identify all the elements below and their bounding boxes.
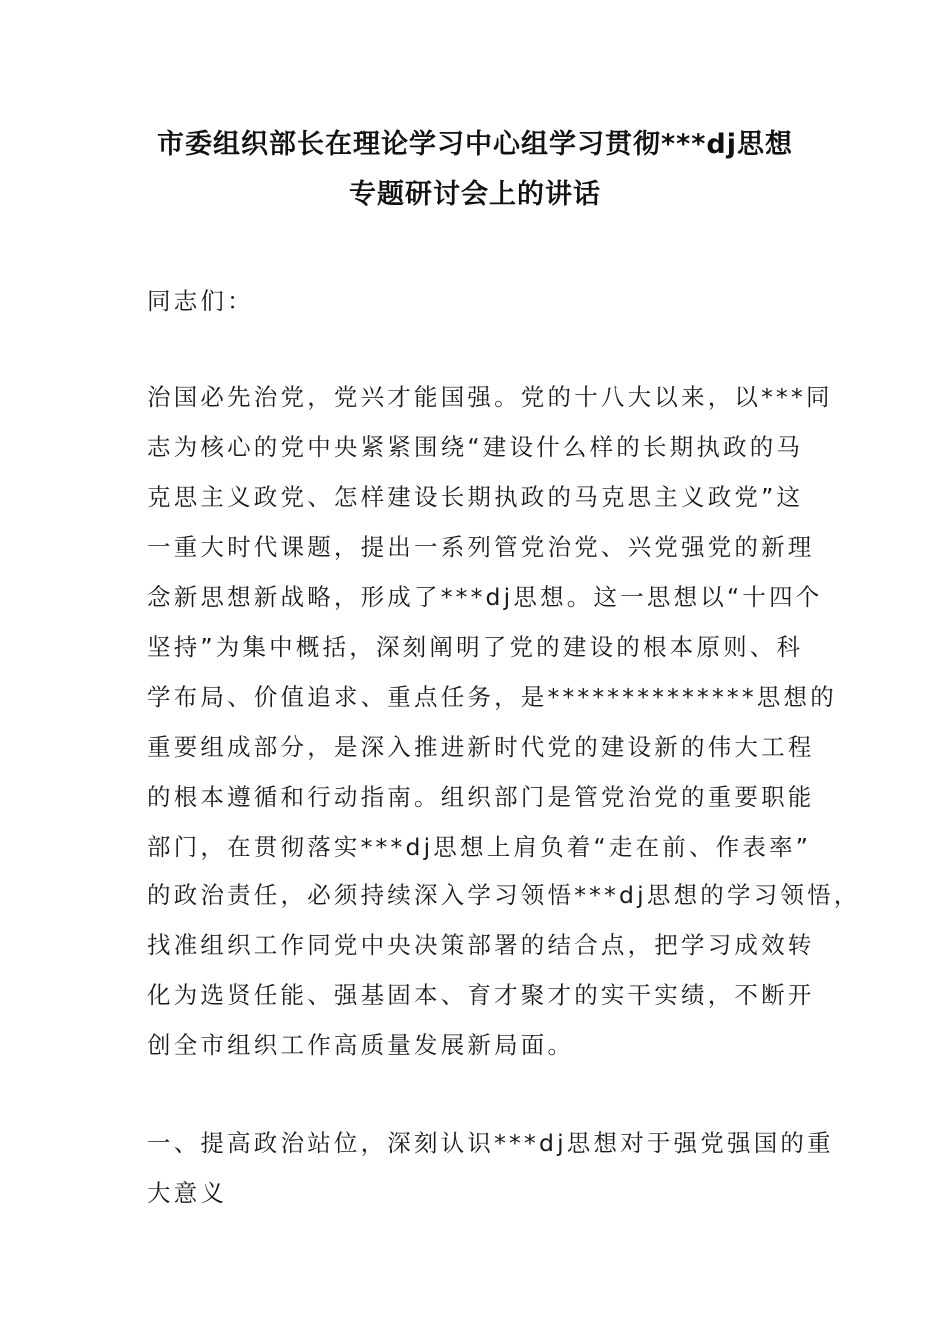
paragraph-1-line: 的政治责任，必须持续深入学习领悟***dj思想的学习领悟，	[147, 881, 861, 909]
paragraph-1-line: 创全市组织工作高质量发展新局面。	[147, 1031, 575, 1059]
paragraph-1-line: 治国必先治党，党兴才能国强。党的十八大以来，以***同	[147, 383, 833, 411]
salutation: 同志们：	[147, 287, 254, 315]
section-1-heading-line: 一、提高政治站位，深刻认识***dj思想对于强党强国的重	[147, 1129, 834, 1157]
paragraph-1-line: 志为核心的党中央紧紧围绕“建设什么样的长期执政的马	[147, 433, 804, 461]
paragraph-1-line: 找准组织工作同党中央决策部署的结合点，把学习成效转	[147, 931, 815, 959]
paragraph-1-line: 一重大时代课题，提出一系列管党治党、兴党强党的新理	[147, 533, 815, 561]
paragraph-1-line: 的根本遵循和行动指南。组织部门是管党治党的重要职能	[147, 783, 815, 811]
paragraph-1-line: 克思主义政党、怎样建设长期执政的马克思主义政党”这	[147, 483, 804, 511]
section-1-heading-line: 大意义	[147, 1179, 228, 1207]
paragraph-1-line: 部门，在贯彻落实***dj思想上肩负着“走在前、作表率”	[147, 833, 812, 861]
paragraph-1-line: 重要组成部分，是深入推进新时代党的建设新的伟大工程	[147, 733, 815, 761]
paragraph-1-line: 化为选贤任能、强基固本、育才聚才的实干实绩，不断开	[147, 981, 815, 1009]
paragraph-1-line: 学布局、价值追求、重点任务，是**************思想的	[147, 683, 837, 711]
document-title-line-2: 专题研讨会上的讲话	[349, 179, 601, 210]
paragraph-1-line: 念新思想新战略，形成了***dj思想。这一思想以“十四个	[147, 583, 823, 611]
paragraph-1-line: 坚持”为集中概括，深刻阐明了党的建设的根本原则、科	[147, 633, 804, 661]
document-title-line-1: 市委组织部长在理论学习中心组学习贯彻***dj思想	[157, 129, 793, 160]
